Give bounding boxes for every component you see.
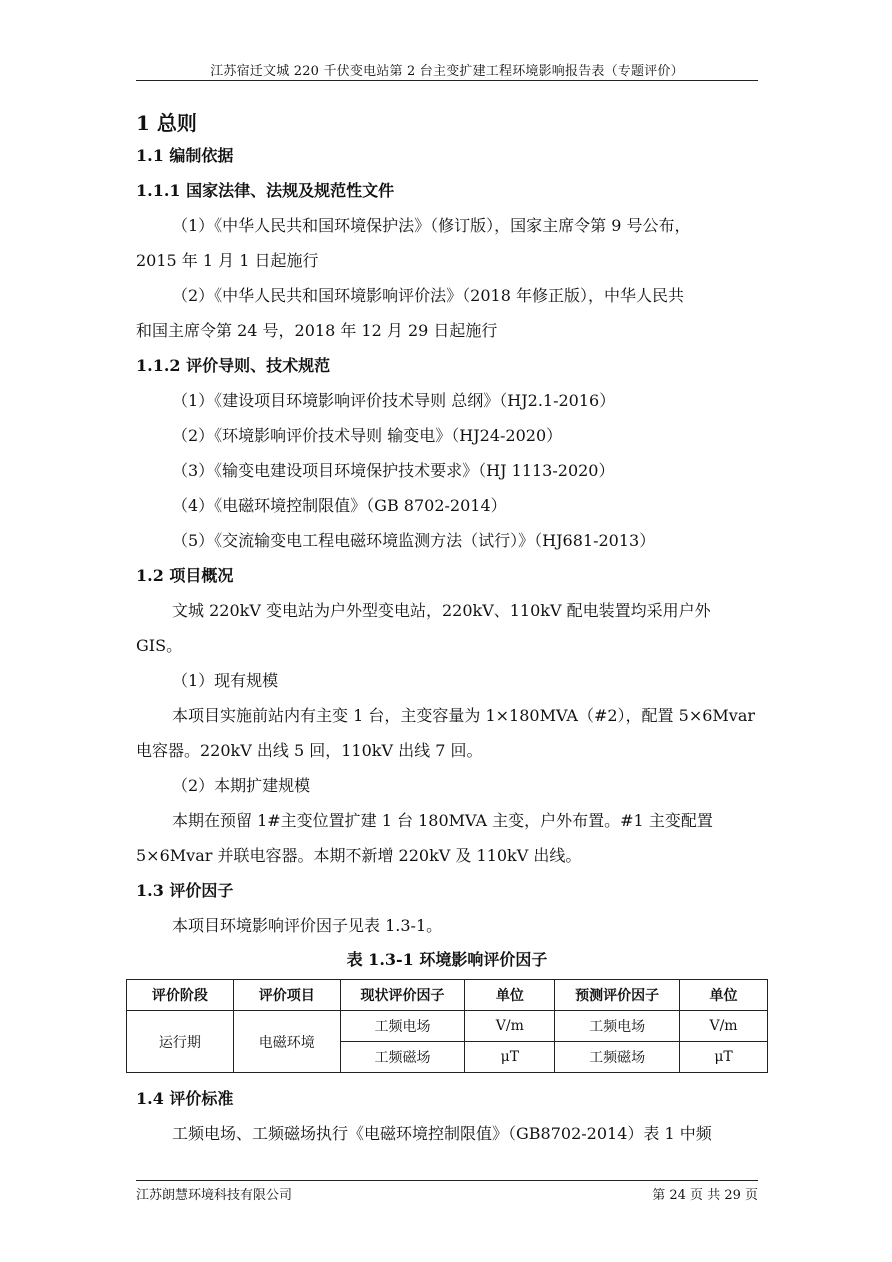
table-cell-predict-factor: 工频电场 xyxy=(555,1011,680,1042)
factors-intro: 本项目环境影响评价因子见表 1.3-1。 xyxy=(172,916,443,935)
table-cell-current-factor: 工频磁场 xyxy=(340,1042,465,1073)
section-1-2-heading: 1.2 项目概况 xyxy=(136,566,234,585)
existing-scale-title: （1）现有规模 xyxy=(172,671,279,690)
table-cell-predict-factor: 工频磁场 xyxy=(555,1042,680,1073)
expansion-scale-line-1: 本期在预留 1#主变位置扩建 1 台 180MVA 主变，户外布置。#1 主变配置 xyxy=(172,811,713,830)
table-cell-item: 电磁环境 xyxy=(233,1011,340,1073)
header-rule xyxy=(136,80,758,81)
law-1-line-1: （1）《中华人民共和国环境保护法》（修订版），国家主席令第 9 号公布， xyxy=(172,216,691,235)
expansion-scale-title: （2）本期扩建规模 xyxy=(172,776,311,795)
overview-line-2: GIS。 xyxy=(136,636,183,655)
section-1-1-heading: 1.1 编制依据 xyxy=(136,146,234,165)
footer-page-number: 第 24 页 共 29 页 xyxy=(652,1188,758,1203)
standard-item-5: （5）《交流输变电工程电磁环境监测方法（试行）》（HJ681-2013） xyxy=(172,531,656,550)
evaluation-factors-table xyxy=(126,979,768,1073)
table-header-cell: 预测评价因子 xyxy=(555,980,680,1011)
footer-rule xyxy=(136,1180,758,1181)
expansion-scale-line-2: 5×6Mvar 并联电容器。本期不新增 220kV 及 110kV 出线。 xyxy=(136,846,582,865)
standard-item-4: （4）《电磁环境控制限值》（GB 8702-2014） xyxy=(172,496,507,515)
existing-scale-line-2: 电容器。220kV 出线 5 回，110kV 出线 7 回。 xyxy=(136,741,483,760)
section-1-heading: 1 总则 xyxy=(136,111,197,135)
table-caption: 表 1.3-1 环境影响评价因子 xyxy=(346,950,548,969)
table-header-cell: 现状评价因子 xyxy=(340,980,465,1011)
table-row xyxy=(127,1011,768,1042)
section-1-1-1-heading: 1.1.1 国家法律、法规及规范性文件 xyxy=(136,181,395,200)
table-cell-stage: 运行期 xyxy=(127,1011,234,1073)
table-header-cell: 单位 xyxy=(680,980,768,1011)
standard-item-2: （2）《环境影响评价技术导则 输变电》（HJ24-2020） xyxy=(172,426,563,445)
table-cell-unit: V/m xyxy=(465,1011,555,1042)
standard-item-1: （1）《建设项目环境影响评价技术导则 总纲》（HJ2.1-2016） xyxy=(172,391,616,410)
law-2-line-1: （2）《中华人民共和国环境影响评价法》（2018 年修正版），中华人民共 xyxy=(172,286,684,305)
table-header-cell: 单位 xyxy=(465,980,555,1011)
law-2-line-2: 和国主席令第 24 号，2018 年 12 月 29 日起施行 xyxy=(136,321,498,340)
table-header-row xyxy=(127,980,768,1011)
table-cell-unit: V/m xyxy=(680,1011,768,1042)
standard-item-3: （3）《输变电建设项目环境保护技术要求》（HJ 1113-2020） xyxy=(172,461,615,480)
law-1-line-2: 2015 年 1 月 1 日起施行 xyxy=(136,251,319,270)
section-1-4-heading: 1.4 评价标准 xyxy=(136,1089,234,1108)
footer-company: 江苏朗慧环境科技有限公司 xyxy=(136,1188,293,1203)
standard-text-line-1: 工频电场、工频磁场执行《电磁环境控制限值》（GB8702-2014）表 1 中频 xyxy=(172,1124,712,1143)
table-cell-unit: μT xyxy=(465,1042,555,1073)
page-content xyxy=(136,108,758,1151)
table-cell-unit: μT xyxy=(680,1042,768,1073)
table-header-cell: 评价项目 xyxy=(233,980,340,1011)
table-header-cell: 评价阶段 xyxy=(127,980,234,1011)
section-1-1-2-heading: 1.1.2 评价导则、技术规范 xyxy=(136,356,331,375)
page-header-title: 江苏宿迁文城 220 千伏变电站第 2 台主变扩建工程环境影响报告表（专题评价） xyxy=(210,64,684,79)
section-1-3-heading: 1.3 评价因子 xyxy=(136,881,234,900)
overview-line-1: 文城 220kV 变电站为户外型变电站，220kV、110kV 配电装置均采用户外 xyxy=(172,601,711,620)
table-cell-current-factor: 工频电场 xyxy=(340,1011,465,1042)
existing-scale-line-1: 本项目实施前站内有主变 1 台，主变容量为 1×180MVA（#2），配置 5×6Mvar xyxy=(172,706,756,725)
